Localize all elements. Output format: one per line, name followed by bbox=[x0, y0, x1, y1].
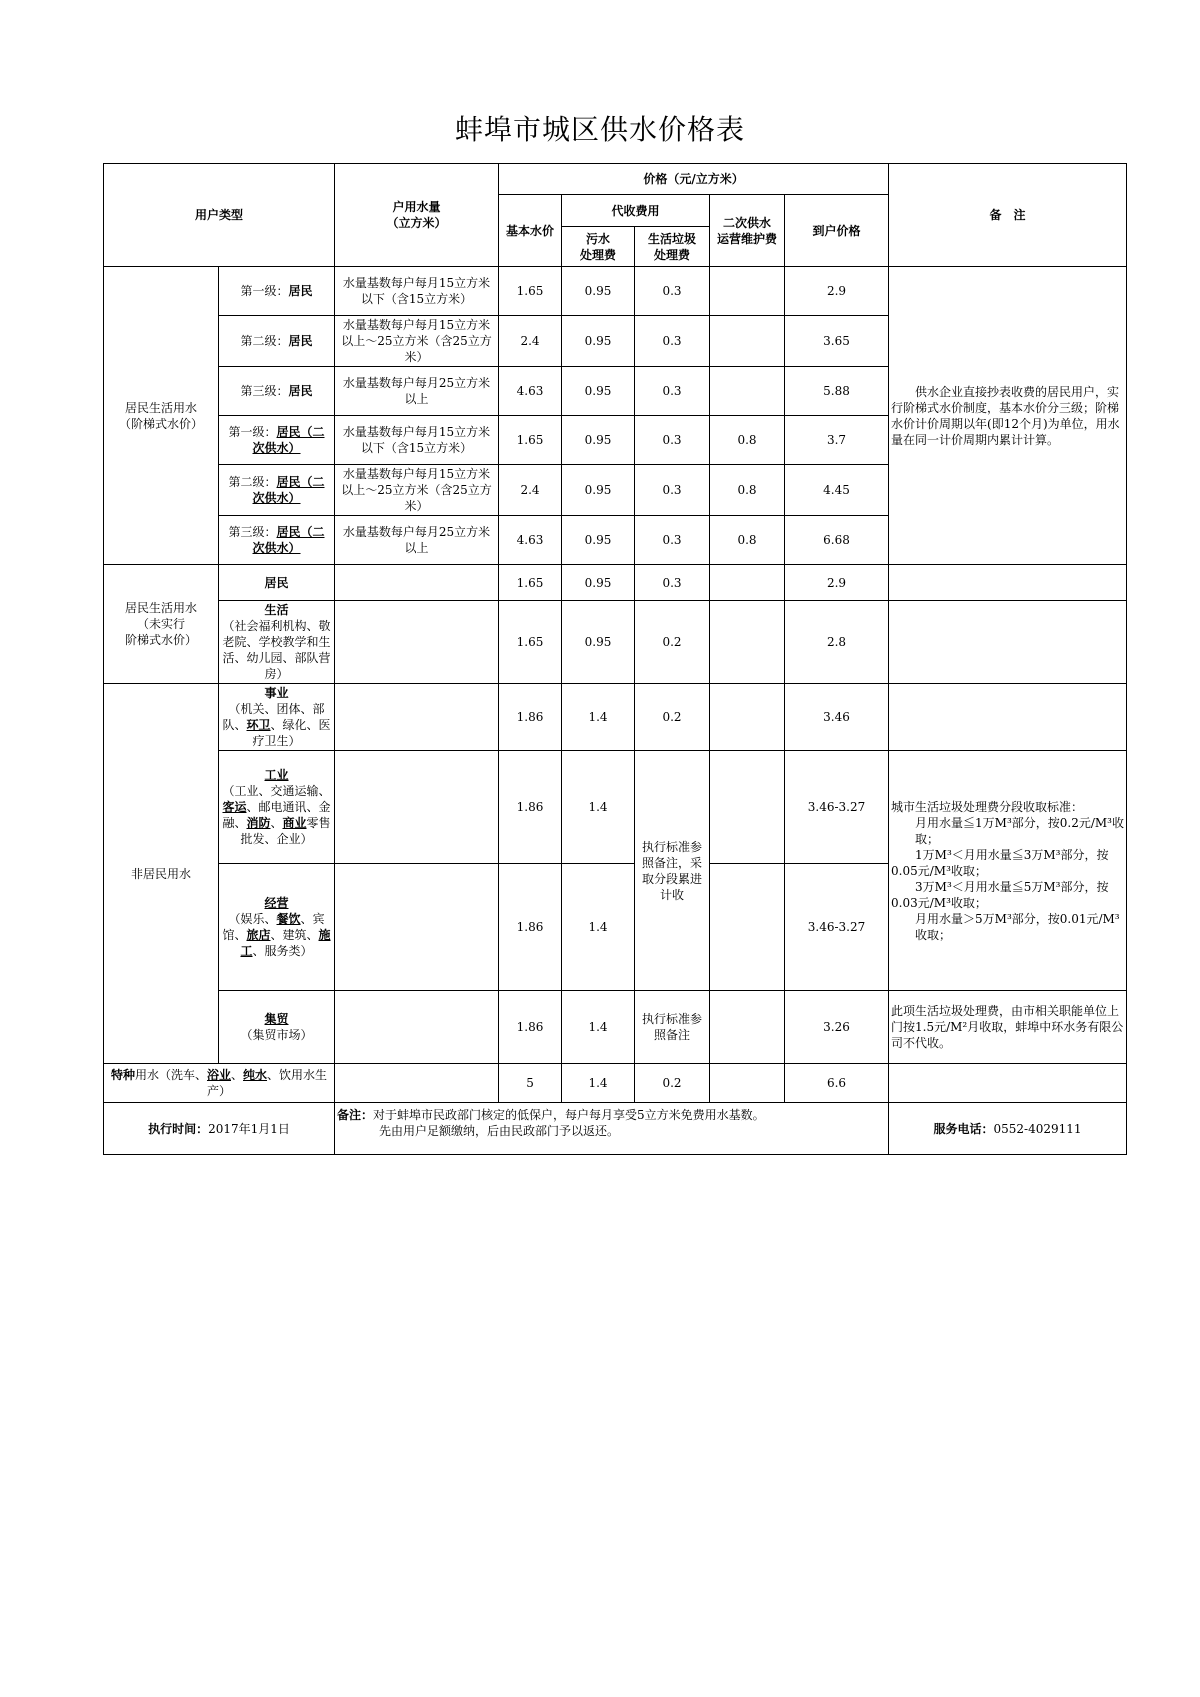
total-price-cell: 3.46-3.27 bbox=[785, 751, 889, 864]
base-price-cell: 5 bbox=[499, 1064, 562, 1103]
exec-date: 执行时间：2017年1月1日 bbox=[104, 1103, 335, 1155]
header-user-type: 用户类型 bbox=[104, 164, 335, 267]
user-type-cell: 第三级：居民 bbox=[219, 367, 335, 416]
garbage-fee-cell: 0.3 bbox=[635, 367, 710, 416]
secondary-fee-cell bbox=[710, 601, 785, 684]
table-row bbox=[104, 1064, 1127, 1103]
volume-cell bbox=[335, 684, 499, 751]
total-price-cell: 3.26 bbox=[785, 991, 889, 1064]
sewage-fee-cell: 1.4 bbox=[562, 864, 635, 991]
volume-cell: 水量基数每户每月15立方米以下（含15立方米） bbox=[335, 416, 499, 465]
base-price-cell: 2.4 bbox=[499, 316, 562, 367]
user-type-cell: 第二级：居民（二 次供水） bbox=[219, 465, 335, 516]
table-row bbox=[104, 751, 1127, 864]
sewage-fee-cell: 0.95 bbox=[562, 565, 635, 601]
secondary-fee-cell bbox=[710, 991, 785, 1064]
table-row bbox=[104, 991, 1127, 1064]
secondary-fee-cell bbox=[710, 684, 785, 751]
remark-market: 此项生活垃圾处理费，由市相关职能单位上门按1.5元/M²月收取，蚌埠中环水务有限公司不代收。 bbox=[889, 991, 1127, 1064]
total-price-cell: 3.65 bbox=[785, 316, 889, 367]
user-type-cell: 第二级：居民 bbox=[219, 316, 335, 367]
remark-cell bbox=[889, 1064, 1127, 1103]
sewage-fee-cell: 0.95 bbox=[562, 267, 635, 316]
sewage-fee-cell: 0.95 bbox=[562, 367, 635, 416]
user-type-cell: 居民 bbox=[219, 565, 335, 601]
header-secondary: 二次供水 运营维护费 bbox=[710, 195, 785, 267]
secondary-fee-cell bbox=[710, 316, 785, 367]
sewage-fee-cell: 0.95 bbox=[562, 465, 635, 516]
sewage-fee-cell: 1.4 bbox=[562, 751, 635, 864]
remark-cell bbox=[889, 684, 1127, 751]
header-base-price: 基本水价 bbox=[499, 195, 562, 267]
category-residential-tiered: 居民生活用水 （阶梯式水价） bbox=[104, 267, 219, 565]
volume-cell bbox=[335, 1064, 499, 1103]
remark-cell bbox=[889, 601, 1127, 684]
table-row bbox=[104, 601, 1127, 684]
garbage-fee-note: 执行标准参照备注 bbox=[635, 991, 710, 1064]
garbage-fee-note: 执行标准参照备注，采取分段累进计收 bbox=[635, 751, 710, 991]
total-price-cell: 5.88 bbox=[785, 367, 889, 416]
volume-cell: 水量基数每户每月15立方米以下（含15立方米） bbox=[335, 267, 499, 316]
category-residential-flat: 居民生活用水 （未实行 阶梯式水价） bbox=[104, 565, 219, 684]
sewage-fee-cell: 1.4 bbox=[562, 684, 635, 751]
category-non-residential: 非居民用水 bbox=[104, 684, 219, 1064]
garbage-fee-cell: 0.3 bbox=[635, 267, 710, 316]
base-price-cell: 1.65 bbox=[499, 601, 562, 684]
user-type-cell: 生活 （社会福利机构、敬老院、学校教学和生活、幼儿园、部队营房） bbox=[219, 601, 335, 684]
secondary-fee-cell bbox=[710, 565, 785, 601]
total-price-cell: 2.9 bbox=[785, 565, 889, 601]
user-type-cell: 第一级：居民 bbox=[219, 267, 335, 316]
footer-row bbox=[104, 1103, 1127, 1155]
total-price-cell: 2.9 bbox=[785, 267, 889, 316]
table-row bbox=[104, 565, 1127, 601]
remark-garbage-tiers: 城市生活垃圾处理费分段收取标准： 月用水量≦1万M³部分，按0.2元/M³收取； 1万M³＜月用水量≦3万M³部分，按0.05元/M³收取； 3万M³＜月用水量≦5万M³部分，按0.03元/M³收取； 月用水量＞5万M³部分，按0.01元/M³收取； bbox=[889, 751, 1127, 991]
base-price-cell: 4.63 bbox=[499, 516, 562, 565]
volume-cell bbox=[335, 565, 499, 601]
garbage-fee-cell: 0.3 bbox=[635, 516, 710, 565]
secondary-fee-cell bbox=[710, 267, 785, 316]
garbage-fee-cell: 0.2 bbox=[635, 601, 710, 684]
garbage-fee-cell: 0.3 bbox=[635, 565, 710, 601]
volume-cell bbox=[335, 864, 499, 991]
user-type-cell: 工业 （工业、交通运输、客运、邮电通讯、金融、消防、商业零售批发、企业） bbox=[219, 751, 335, 864]
secondary-fee-cell: 0.8 bbox=[710, 516, 785, 565]
base-price-cell: 2.4 bbox=[499, 465, 562, 516]
secondary-fee-cell: 0.8 bbox=[710, 465, 785, 516]
total-price-cell: 3.7 bbox=[785, 416, 889, 465]
garbage-fee-cell: 0.3 bbox=[635, 465, 710, 516]
footer-note: 备注：对于蚌埠市民政部门核定的低保户，每户每月享受5立方米免费用水基数。 先由用户足额缴纳，后由民政部门予以返还。 bbox=[335, 1103, 889, 1155]
header-remarks: 备 注 bbox=[889, 164, 1127, 267]
sewage-fee-cell: 1.4 bbox=[562, 1064, 635, 1103]
header-sewage: 污水 处理费 bbox=[562, 227, 635, 267]
volume-cell: 水量基数每户每月15立方米以上～25立方米（含25立方米） bbox=[335, 465, 499, 516]
base-price-cell: 4.63 bbox=[499, 367, 562, 416]
remark-cell bbox=[889, 565, 1127, 601]
special-type-cell: 特种用水（洗车、浴业、纯水、饮用水生产） bbox=[104, 1064, 335, 1103]
header-price: 价格（元/立方米） bbox=[499, 164, 889, 195]
total-price-cell: 2.8 bbox=[785, 601, 889, 684]
base-price-cell: 1.86 bbox=[499, 684, 562, 751]
secondary-fee-cell bbox=[710, 751, 785, 864]
sewage-fee-cell: 0.95 bbox=[562, 601, 635, 684]
user-type-cell: 集贸 （集贸市场） bbox=[219, 991, 335, 1064]
volume-cell bbox=[335, 991, 499, 1064]
remark-tiered: 供水企业直接抄表收费的居民用户，实行阶梯式水价制度，基本水价分三级；阶梯水价计价周期以年(即12个月)为单位，用水量在同一计价周期内累计计算。 bbox=[889, 267, 1127, 565]
base-price-cell: 1.65 bbox=[499, 267, 562, 316]
header-collected-fees: 代收费用 bbox=[562, 195, 710, 227]
total-price-cell: 6.68 bbox=[785, 516, 889, 565]
user-type-cell: 经营 （娱乐、餐饮、宾馆、旅店、建筑、施工、服务类） bbox=[219, 864, 335, 991]
volume-cell: 水量基数每户每月15立方米以上～25立方米（含25立方米） bbox=[335, 316, 499, 367]
secondary-fee-cell bbox=[710, 367, 785, 416]
secondary-fee-cell: 0.8 bbox=[710, 416, 785, 465]
header-garbage: 生活垃圾 处理费 bbox=[635, 227, 710, 267]
base-price-cell: 1.86 bbox=[499, 991, 562, 1064]
volume-cell bbox=[335, 601, 499, 684]
user-type-cell: 第一级：居民（二 次供水） bbox=[219, 416, 335, 465]
page-title: 蚌埠市城区供水价格表 bbox=[454, 113, 745, 146]
garbage-fee-cell: 0.3 bbox=[635, 316, 710, 367]
table-row bbox=[104, 684, 1127, 751]
header-total: 到户价格 bbox=[785, 195, 889, 267]
garbage-fee-cell: 0.3 bbox=[635, 416, 710, 465]
base-price-cell: 1.65 bbox=[499, 565, 562, 601]
service-phone: 服务电话：0552-4029111 bbox=[889, 1103, 1127, 1155]
header-volume: 户用水量 （立方米） bbox=[335, 164, 499, 267]
base-price-cell: 1.86 bbox=[499, 751, 562, 864]
price-table bbox=[103, 163, 1127, 1155]
secondary-fee-cell bbox=[710, 1064, 785, 1103]
total-price-cell: 6.6 bbox=[785, 1064, 889, 1103]
total-price-cell: 3.46-3.27 bbox=[785, 864, 889, 991]
volume-cell bbox=[335, 751, 499, 864]
total-price-cell: 3.46 bbox=[785, 684, 889, 751]
user-type-cell: 事业 （机关、团体、部队、环卫、绿化、医疗卫生） bbox=[219, 684, 335, 751]
volume-cell: 水量基数每户每月25立方米以上 bbox=[335, 367, 499, 416]
volume-cell: 水量基数每户每月25立方米以上 bbox=[335, 516, 499, 565]
table-row bbox=[104, 267, 1127, 316]
sewage-fee-cell: 0.95 bbox=[562, 316, 635, 367]
sewage-fee-cell: 1.4 bbox=[562, 991, 635, 1064]
secondary-fee-cell bbox=[710, 864, 785, 991]
base-price-cell: 1.86 bbox=[499, 864, 562, 991]
sewage-fee-cell: 0.95 bbox=[562, 516, 635, 565]
base-price-cell: 1.65 bbox=[499, 416, 562, 465]
garbage-fee-cell: 0.2 bbox=[635, 684, 710, 751]
garbage-fee-cell: 0.2 bbox=[635, 1064, 710, 1103]
user-type-cell: 第三级：居民（二 次供水） bbox=[219, 516, 335, 565]
sewage-fee-cell: 0.95 bbox=[562, 416, 635, 465]
total-price-cell: 4.45 bbox=[785, 465, 889, 516]
